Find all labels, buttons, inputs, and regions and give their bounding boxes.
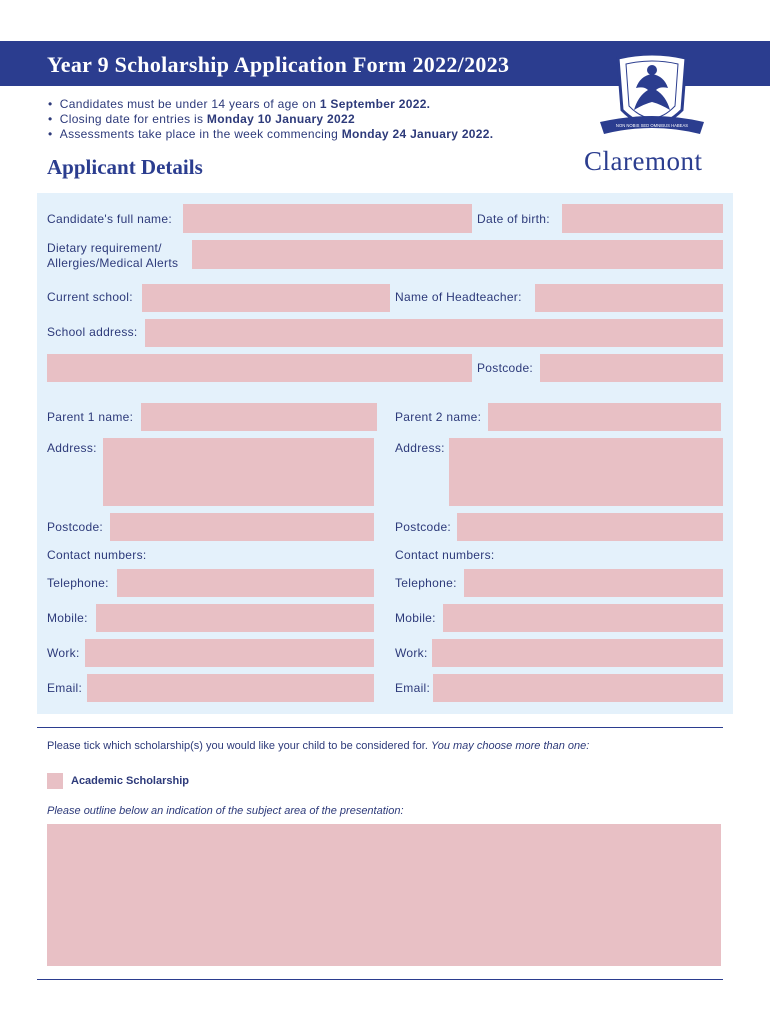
parent2-work-field[interactable] (432, 639, 723, 667)
parent2-email-label: Email: (395, 681, 431, 695)
scholarship-instruction: Please tick which scholarship(s) you would like your child to be considered for. You may choose more than one: (47, 740, 590, 752)
school-crest-icon (596, 52, 708, 150)
parent1-name-label: Parent 1 name: (47, 410, 134, 424)
parent2-mobile-label: Mobile: (395, 611, 436, 625)
school-address-line-2-field[interactable] (47, 354, 472, 382)
bullet-assessment: • Assessments take place in the week commencing Monday 24 January 2022. (48, 127, 494, 141)
parent1-address-field[interactable] (103, 438, 374, 506)
parent2-name-field[interactable] (488, 403, 721, 431)
parent1-telephone-label: Telephone: (47, 576, 109, 590)
school-address-label: School address: (47, 325, 138, 339)
parent1-contact-numbers-label: Contact numbers: (47, 548, 147, 562)
current-school-field[interactable] (142, 284, 390, 312)
parent1-postcode-label: Postcode: (47, 520, 104, 534)
bullet-age: • Candidates must be under 14 years of age on 1 September 2022. (48, 97, 431, 111)
parent1-address-label: Address: (47, 441, 97, 455)
outline-prompt: Please outline below an indication of the subject area of the presentation: (47, 805, 404, 817)
parent2-postcode-field[interactable] (457, 513, 723, 541)
parent2-address-label: Address: (395, 441, 445, 455)
headteacher-field[interactable] (535, 284, 723, 312)
presentation-outline-textarea[interactable] (47, 824, 721, 966)
parent1-email-label: Email: (47, 681, 83, 695)
dietary-label-line-2: Allergies/Medical Alerts (47, 256, 179, 270)
parent1-work-label: Work: (47, 646, 80, 660)
parent1-postcode-field[interactable] (110, 513, 374, 541)
parent2-mobile-field[interactable] (443, 604, 723, 632)
parent1-mobile-field[interactable] (96, 604, 374, 632)
parent2-contact-numbers-label: Contact numbers: (395, 548, 495, 562)
parent2-address-field[interactable] (449, 438, 723, 506)
school-postcode-field[interactable] (540, 354, 723, 382)
school-name: Claremont (584, 146, 703, 176)
current-school-label: Current school: (47, 290, 133, 304)
parent2-postcode-label: Postcode: (395, 520, 452, 534)
parent2-work-label: Work: (395, 646, 428, 660)
dietary-field[interactable] (192, 240, 723, 269)
crest-motto: NON NOBIS SED OMNIBUS HABEAS (615, 123, 689, 128)
dietary-label-line-1: Dietary requirement/ (47, 241, 162, 255)
parent2-telephone-label: Telephone: (395, 576, 457, 590)
form-title: Year 9 Scholarship Application Form 2022/2023 (47, 52, 510, 77)
academic-scholarship-label: Academic Scholarship (71, 775, 189, 787)
parent2-telephone-field[interactable] (464, 569, 723, 597)
dob-label: Date of birth: (477, 212, 550, 226)
section-divider (37, 727, 723, 728)
candidate-name-field[interactable] (183, 204, 472, 233)
headteacher-label: Name of Headteacher: (395, 290, 522, 304)
school-address-field[interactable] (145, 319, 723, 347)
dob-field[interactable] (562, 204, 723, 233)
parent2-name-label: Parent 2 name: (395, 410, 482, 424)
parent1-mobile-label: Mobile: (47, 611, 88, 625)
section-title-applicant-details: Applicant Details (47, 155, 203, 179)
key-dates-list (48, 97, 493, 142)
bottom-divider (37, 979, 723, 980)
parent1-name-field[interactable] (141, 403, 377, 431)
candidate-name-label: Candidate's full name: (47, 212, 172, 226)
parent2-email-field[interactable] (433, 674, 723, 702)
parent1-telephone-field[interactable] (117, 569, 374, 597)
parent1-email-field[interactable] (87, 674, 374, 702)
school-postcode-label: Postcode: (477, 361, 534, 375)
bullet-closing-date: • Closing date for entries is Monday 10 January 2022 (48, 112, 355, 126)
academic-scholarship-checkbox[interactable] (47, 773, 63, 789)
parent1-work-field[interactable] (85, 639, 374, 667)
